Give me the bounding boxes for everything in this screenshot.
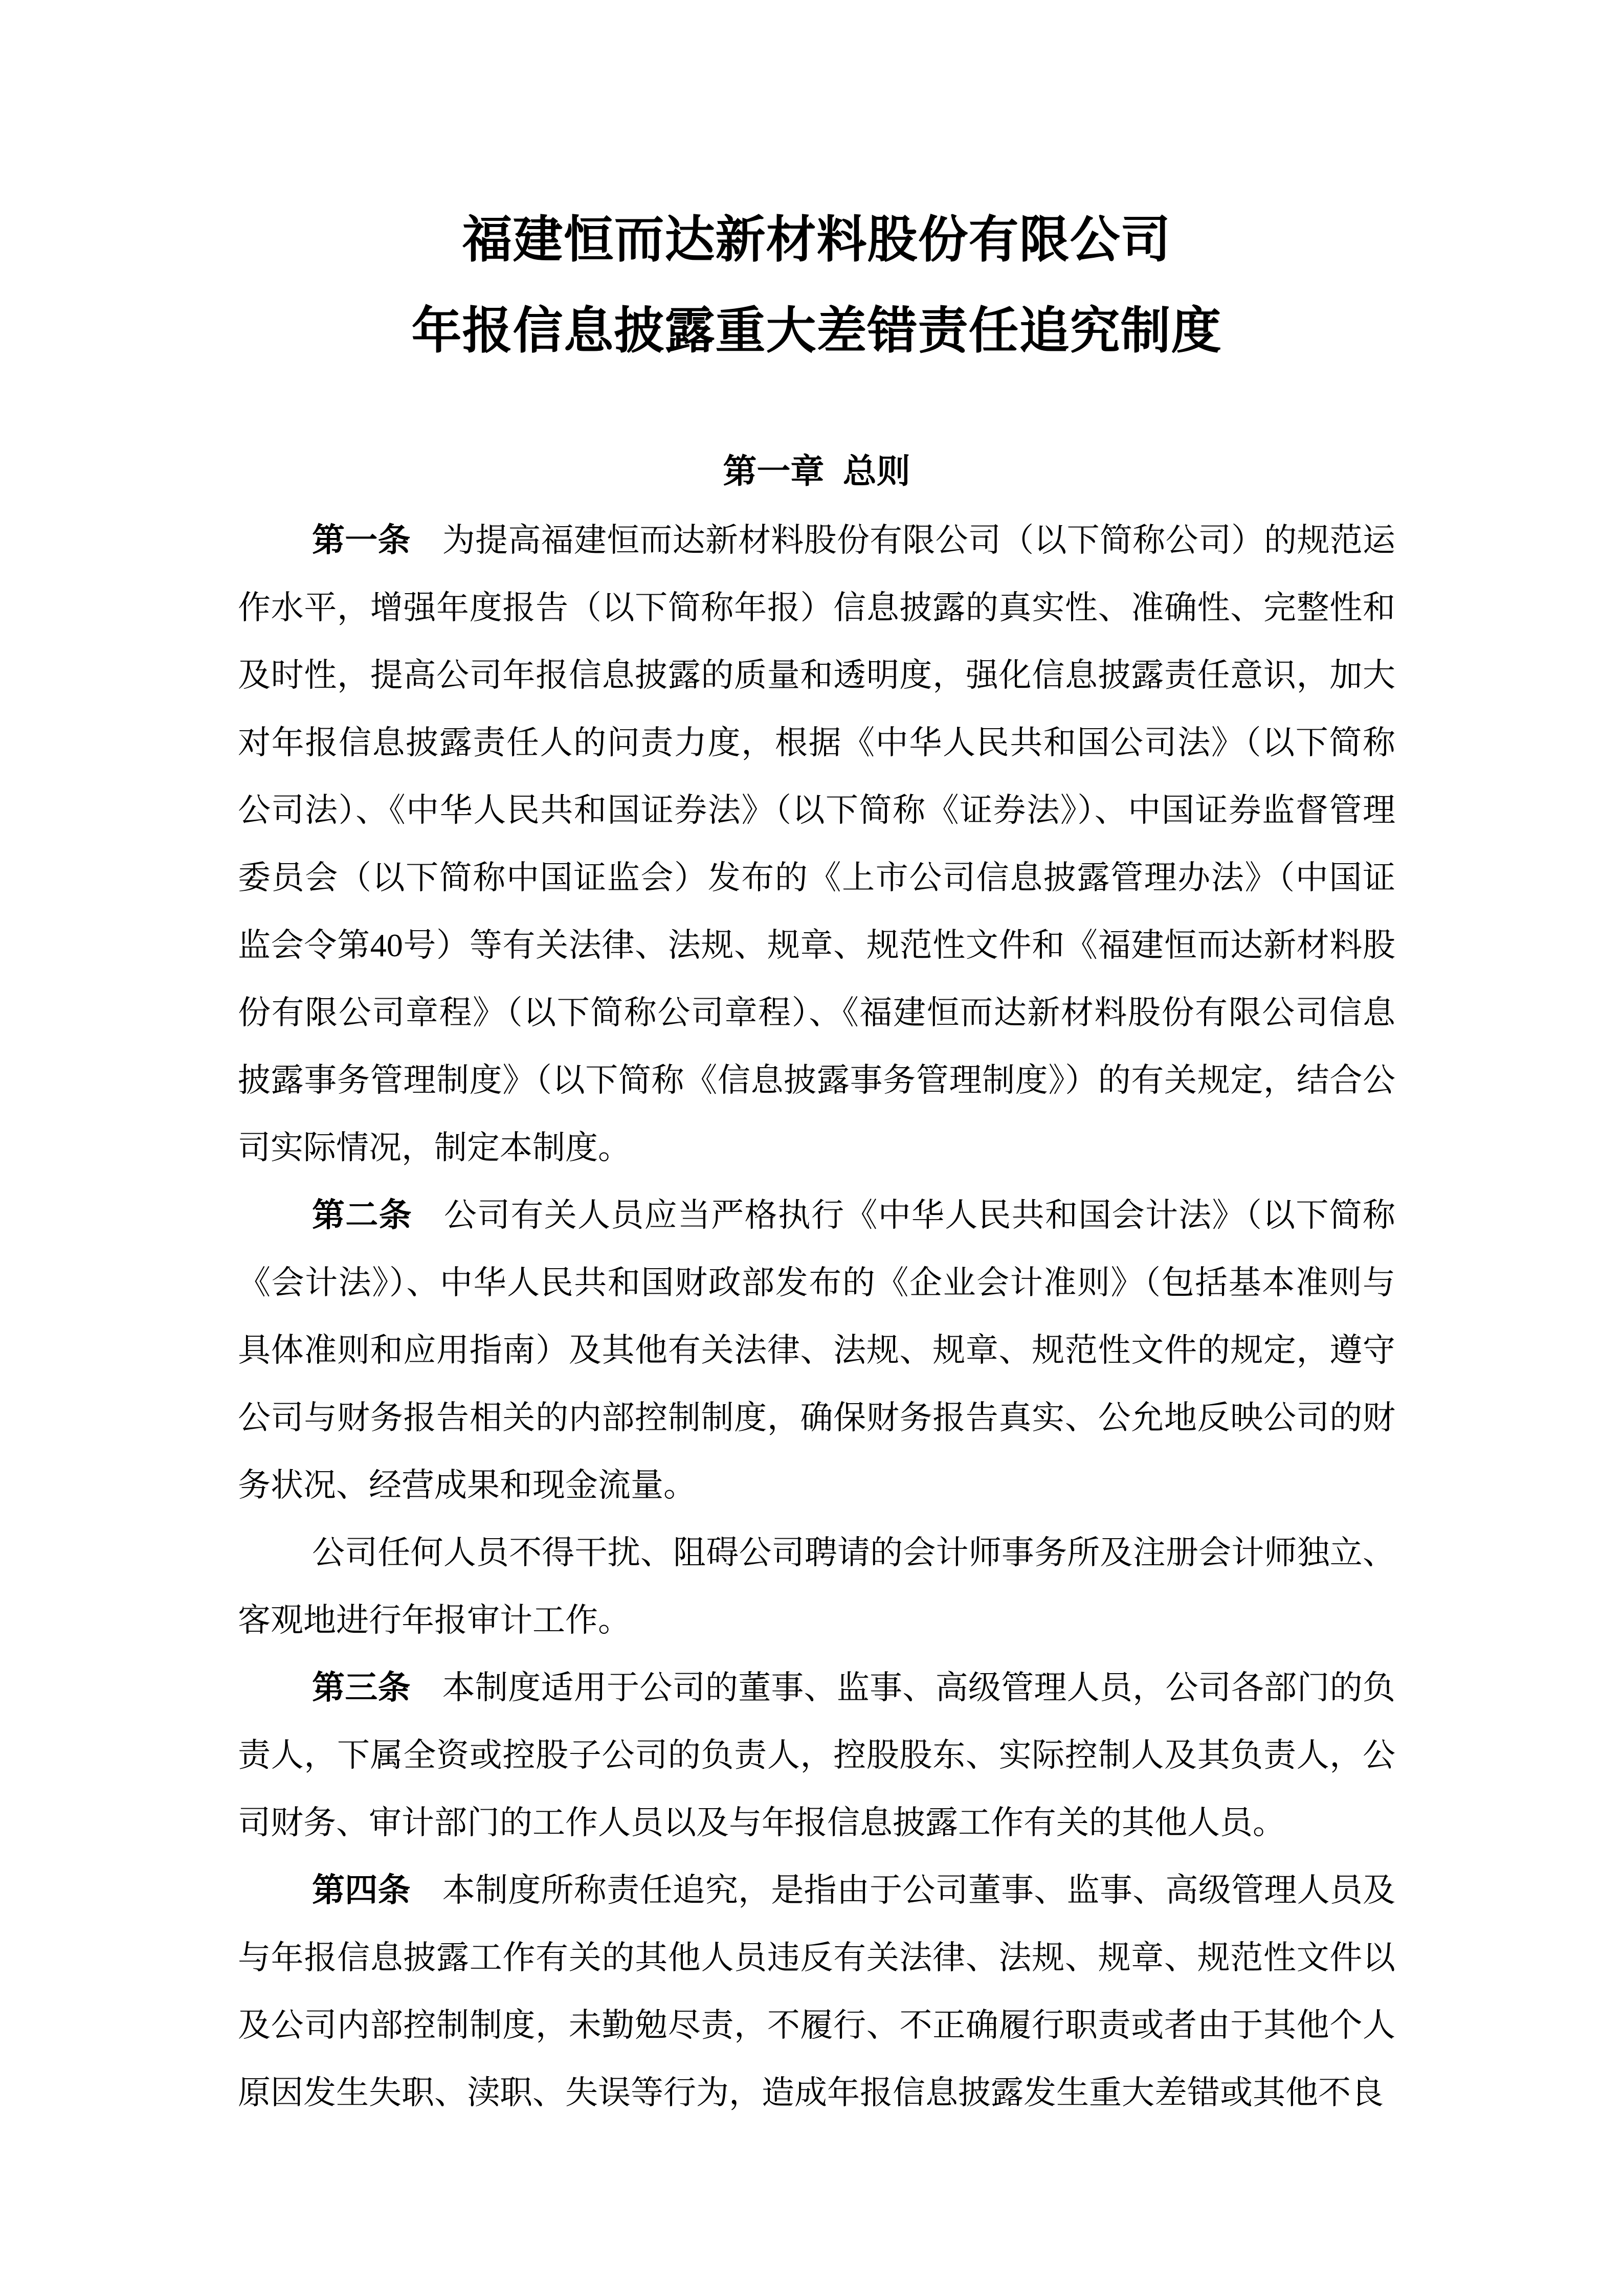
paragraph: 第二条 公司有关人员应当严格执行《中华人民共和国会计法》（以下简称《会计法》）、中华人民共和国财政部发布的《企业会计准则》（包括基本准则与具体准则和应用指南）及其他有关法律、法规、规章、规范性文件的规定，遵守公司与财务报告相关的内部控制制度，确保财务报告真实、公允地反映公司的财务状况、经营成果和现金流量。 bbox=[238, 1197, 1396, 1503]
article-label: 第一条 bbox=[312, 522, 411, 558]
chapter-heading: 第一章 总则 bbox=[723, 453, 910, 490]
paragraph: 公司任何人员不得干扰、阻碍公司聘请的会计师事务所及注册会计师独立、客观地进行年报审计工作。 bbox=[238, 1535, 1395, 1638]
document-title-line-1: 福建恒而达新材料股份有限公司 bbox=[462, 213, 1171, 268]
article-label: 第三条 bbox=[312, 1670, 411, 1706]
paragraph: 第三条 本制度适用于公司的董事、监事、高级管理人员，公司各部门的负责人，下属全资或控股子公司的负责人，控股股东、实际控制人及其负责人，公司财务、审计部门的工作人员以及与年报信息披露工作有关的其他人员。 bbox=[238, 1670, 1396, 1841]
article-label: 第二条 bbox=[312, 1197, 412, 1233]
document-body bbox=[238, 507, 1395, 2127]
document-title-line-2: 年报信息披露重大差错责任追究制度 bbox=[411, 304, 1222, 359]
article-label: 第四条 bbox=[312, 1872, 411, 1908]
paragraph: 第四条 本制度所称责任追究，是指由于公司董事、监事、高级管理人员及与年报信息披露工作有关的其他人员违反有关法律、法规、规章、规范性文件以及公司内部控制制度，未勤勉尽责，不履行、不正确履行职责或者由于其他个人原因发生失职、渎职、失误等行为，造成年报信息披露发生重大差错或其他不良 bbox=[238, 1872, 1396, 2111]
paragraph: 第一条 为提高福建恒而达新材料股份有限公司（以下简称公司）的规范运作水平，增强年度报告（以下简称年报）信息披露的真实性、准确性、完整性和及时性，提高公司年报信息披露的质量和透明度，强化信息披露责任意识，加大对年报信息披露责任人的问责力度，根据《中华人民共和国公司法》（以下简称公司法）、《中华人民共和国证券法》（以下简称《证券法》）、中国证券监督管理委员会（以下简称中国证监会）发布的《上市公司信息披露管理办法》（中国证监会令第40号）等有关法律、法规、规章、规范性文件和《福建恒而达新材料股份有限公司章程》（以下简称公司章程）、《福建恒而达新材料股份有限公司信息披露事务管理制度》（以下简称《信息披露事务管理制度》）的有关规定，结合公司实际情况，制定本制度。 bbox=[238, 522, 1396, 1166]
document-title bbox=[238, 195, 1395, 377]
